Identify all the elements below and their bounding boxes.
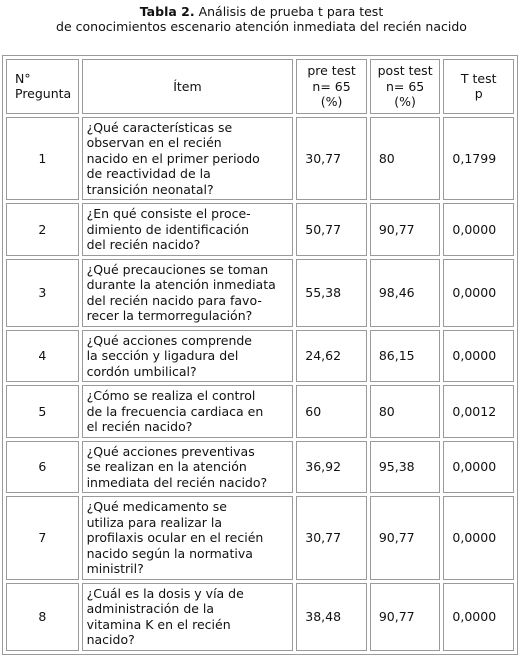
cell-item-line: del recién nacido para favo-: [86, 292, 262, 308]
cell-post-test: 98,46: [370, 259, 441, 327]
cell-item-line: ¿Qué acciones comprende: [86, 332, 252, 348]
cell-pre-test: 36,92: [296, 441, 367, 494]
cell-item-line: ¿Qué acciones preventivas: [86, 443, 255, 459]
cell-item: [82, 330, 294, 383]
cell-question-number: 5: [6, 385, 79, 438]
cell-item-line: dimiento de identificación: [86, 221, 250, 237]
cell-item-line: administración de la: [86, 601, 215, 616]
cell-question-number: 3: [6, 259, 79, 327]
cell-post-test: 86,15: [370, 330, 441, 383]
cell-item-line: nacido según la normativa: [86, 545, 253, 561]
cell-item-line: ¿Qué precauciones se toman: [86, 261, 269, 277]
caption-line-1: [0, 4, 523, 19]
cell-pre-test: 38,48: [296, 583, 367, 651]
cell-item-line: el recién nacido?: [86, 419, 193, 434]
table-row: [6, 203, 514, 256]
cell-item-line: ¿En qué consiste el proce-: [86, 206, 251, 221]
cell-post-test: 80: [370, 385, 441, 438]
table-row: [6, 259, 514, 327]
cell-pre-test: 50,77: [296, 203, 367, 256]
cell-question-number: 2: [6, 203, 79, 256]
cell-item-line: ¿Cuál es la dosis y vía de: [86, 585, 244, 601]
table-row: [6, 385, 514, 438]
header-row: [6, 59, 514, 114]
cell-item-line: de reactividad de la: [86, 166, 211, 181]
cell-item-line: durante la atención inmediata: [86, 277, 276, 292]
cell-item: [82, 259, 294, 327]
cell-item-line: se realizan en la atención: [86, 459, 247, 474]
cell-item-line: profilaxis ocular en el recién: [86, 530, 264, 545]
cell-pre-test: 60: [296, 385, 367, 438]
cell-item: [82, 117, 294, 201]
cell-item-line: de la frecuencia cardiaca en: [86, 403, 264, 419]
caption-label: Tabla 2.: [139, 4, 195, 19]
table-row: [6, 117, 514, 201]
cell-question-number: 6: [6, 441, 79, 494]
cell-t-test-p: 0,0000: [443, 441, 514, 494]
cell-post-test: 80: [370, 117, 441, 201]
cell-item-line: utiliza para realizar la: [86, 514, 223, 530]
cell-item-line: nacido?: [86, 632, 135, 647]
cell-item-line: transición neonatal?: [86, 181, 214, 197]
cell-item-line: ¿Cómo se realiza el control: [86, 388, 256, 403]
cell-item: [82, 203, 294, 256]
cell-item: [82, 583, 294, 651]
cell-item: [82, 441, 294, 494]
cell-t-test-p: 0,0000: [443, 583, 514, 651]
cell-pre-test: 55,38: [296, 259, 367, 327]
cell-t-test-p: 0,0000: [443, 259, 514, 327]
cell-post-test: 90,77: [370, 583, 441, 651]
cell-item-line: del recién nacido?: [86, 237, 201, 252]
cell-post-test: 95,38: [370, 441, 441, 494]
caption-title: Análisis de prueba t para test: [194, 4, 384, 19]
header-post-test: post test n= 65 (%): [370, 59, 441, 114]
cell-item-line: inmediata del recién nacido?: [86, 474, 268, 490]
table-body: [6, 117, 514, 651]
header-t-test: T test p: [443, 59, 514, 114]
cell-item-line: vitamina K en el recién: [86, 616, 231, 632]
cell-item-line: observan en el recién: [86, 135, 222, 150]
cell-t-test-p: 0,0000: [443, 496, 514, 580]
table-row: [6, 441, 514, 494]
cell-question-number: 4: [6, 330, 79, 383]
cell-post-test: 90,77: [370, 203, 441, 256]
cell-item-line: ministril?: [86, 561, 144, 576]
cell-item-line: la sección y ligadura del: [86, 348, 239, 363]
cell-item: [82, 496, 294, 580]
cell-question-number: 8: [6, 583, 79, 651]
table-row: [6, 583, 514, 651]
cell-item-line: cordón umbilical?: [86, 363, 197, 379]
cell-post-test: 90,77: [370, 496, 441, 580]
table-row: [6, 496, 514, 580]
header-pre-test: pre test n= 65 (%): [296, 59, 367, 114]
cell-t-test-p: 0,0012: [443, 385, 514, 438]
cell-pre-test: 30,77: [296, 496, 367, 580]
cell-item-line: recer la termorregulación?: [86, 308, 253, 323]
cell-t-test-p: 0,0000: [443, 203, 514, 256]
cell-t-test-p: 0,1799: [443, 117, 514, 201]
cell-item-line: nacido en el primer periodo: [86, 150, 260, 166]
header-question-number: N° Pregunta: [6, 59, 79, 114]
cell-question-number: 7: [6, 496, 79, 580]
header-item: Ítem: [82, 59, 294, 114]
results-table: [2, 55, 518, 655]
cell-item-line: ¿Qué características se: [86, 119, 233, 135]
table-caption: [0, 0, 523, 36]
cell-t-test-p: 0,0000: [443, 330, 514, 383]
cell-question-number: 1: [6, 117, 79, 201]
cell-pre-test: 30,77: [296, 117, 367, 201]
cell-item-line: ¿Qué medicamento se: [86, 499, 227, 514]
cell-item: [82, 385, 294, 438]
caption-subtitle: de conocimientos escenario atención inmediata del recién nacido: [56, 19, 467, 34]
table-row: [6, 330, 514, 383]
cell-pre-test: 24,62: [296, 330, 367, 383]
